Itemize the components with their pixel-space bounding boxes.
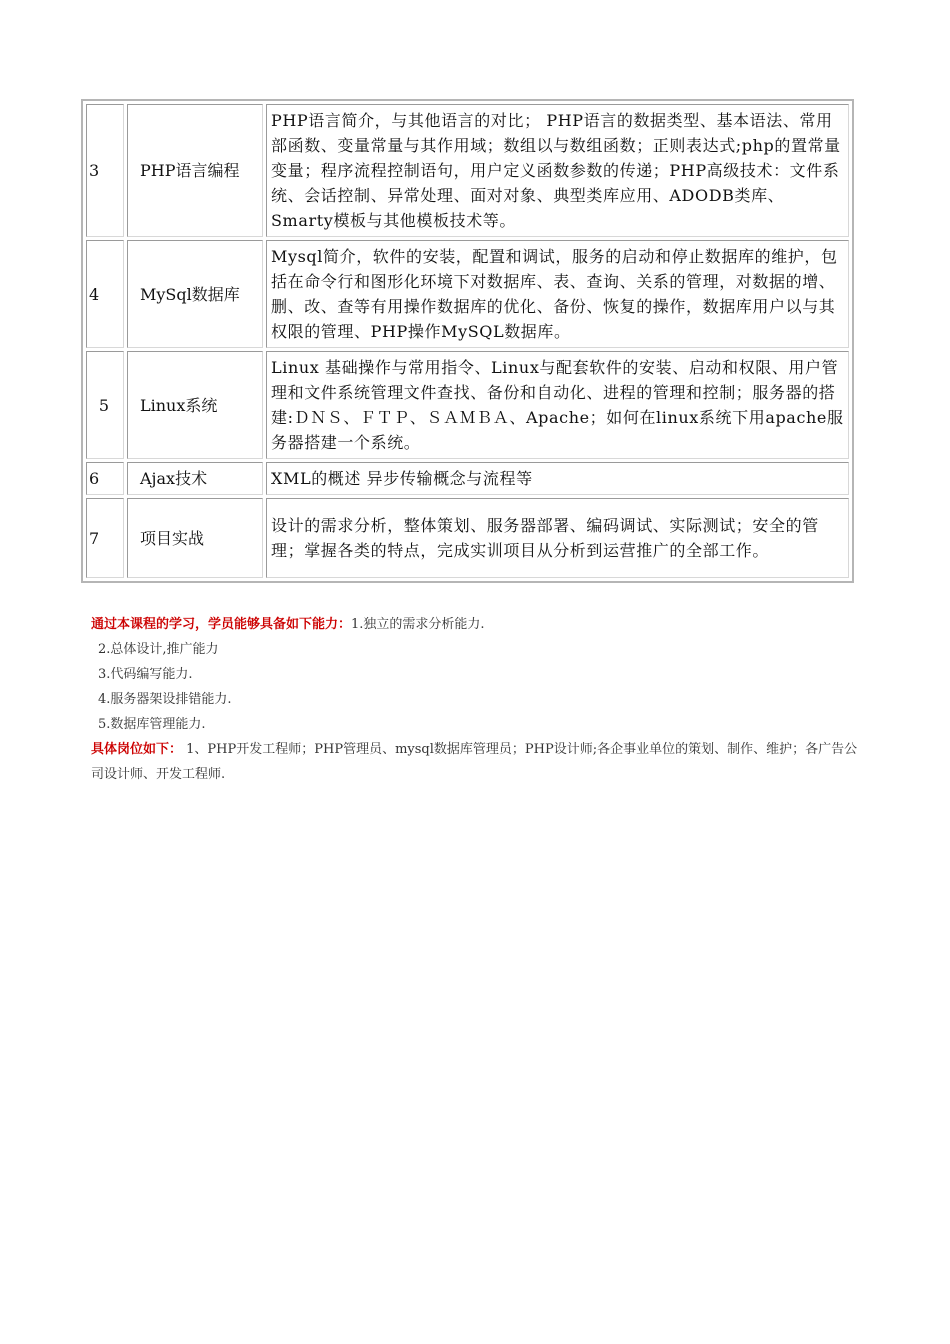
table-row (86, 498, 849, 578)
course-table (81, 99, 854, 583)
course-summary (91, 612, 861, 787)
positions-lead: 具体岗位如下： (91, 742, 183, 757)
ability-item: 1.独立的需求分析能力. (351, 617, 485, 632)
positions-line (91, 737, 861, 787)
ability-item: 3.代码编写能力. (98, 667, 193, 682)
course-description: Linux 基础操作与常用指令、Linux与配套软件的安装、启动和权限、用户管理和文件系统管理文件查找、备份和自动化、进程的管理和控制；服务器的搭建:ＤＮＳ、ＦＴＰ、ＳＡＭＢＡ、Apache；如何在linux系统下用apache服务器搭建一个系统。 (266, 351, 849, 459)
table-row (86, 104, 849, 237)
course-name: Ajax技术 (127, 462, 263, 495)
positions-text: 1、PHP开发工程师；PHP管理员、mysql数据库管理员；PHP设计师;各企事业单位的策划、制作、维护；各广告公司设计师、开发工程师. (91, 742, 858, 782)
row-number: 7 (86, 498, 124, 578)
row-number: 6 (86, 462, 124, 495)
course-description: PHP语言简介，与其他语言的对比； PHP语言的数据类型、基本语法、常用部函数、变量常量与其作用域；数组以与数组函数；正则表达式;php的置常量变量；程序流程控制语句，用户定义函数参数的传递；PHP高级技术：文件系统、会话控制、异常处理、面对对象、典型类库应用、ADODB类库、Smarty模板与其他模板技术等。 (266, 104, 849, 237)
ability-item: 4.服务器架设排错能力. (98, 692, 232, 707)
table-row (86, 462, 849, 495)
course-name: 项目实战 (127, 498, 263, 578)
ability-item: 5.数据库管理能力. (98, 717, 206, 732)
course-name: PHP语言编程 (127, 104, 263, 237)
row-number: 5 (86, 351, 124, 459)
table-row (86, 351, 849, 459)
course-name: MySql数据库 (127, 240, 263, 348)
course-description: XML的概述 异步传输概念与流程等 (266, 462, 849, 495)
table-row (86, 240, 849, 348)
course-description: Mysql简介，软件的安装，配置和调试，服务的启动和停止数据库的维护，包括在命令行和图形化环境下对数据库、表、查询、关系的管理，对数据的增、删、改、查等有用操作数据库的优化、备份、恢复的操作，数据库用户以与其权限的管理、PHP操作MySQL数据库。 (266, 240, 849, 348)
abilities-lead: 通过本课程的学习，学员能够具备如下能力： (91, 617, 352, 632)
ability-item: 2.总体设计,推广能力 (98, 642, 219, 657)
row-number: 4 (86, 240, 124, 348)
course-name: Linux系统 (127, 351, 263, 459)
course-description: 设计的需求分析，整体策划、服务器部署、编码调试、实际测试；安全的管理；掌握各类的特点，完成实训项目从分析到运营推广的全部工作。 (266, 498, 849, 578)
abilities-line (91, 612, 861, 637)
row-number: 3 (86, 104, 124, 237)
